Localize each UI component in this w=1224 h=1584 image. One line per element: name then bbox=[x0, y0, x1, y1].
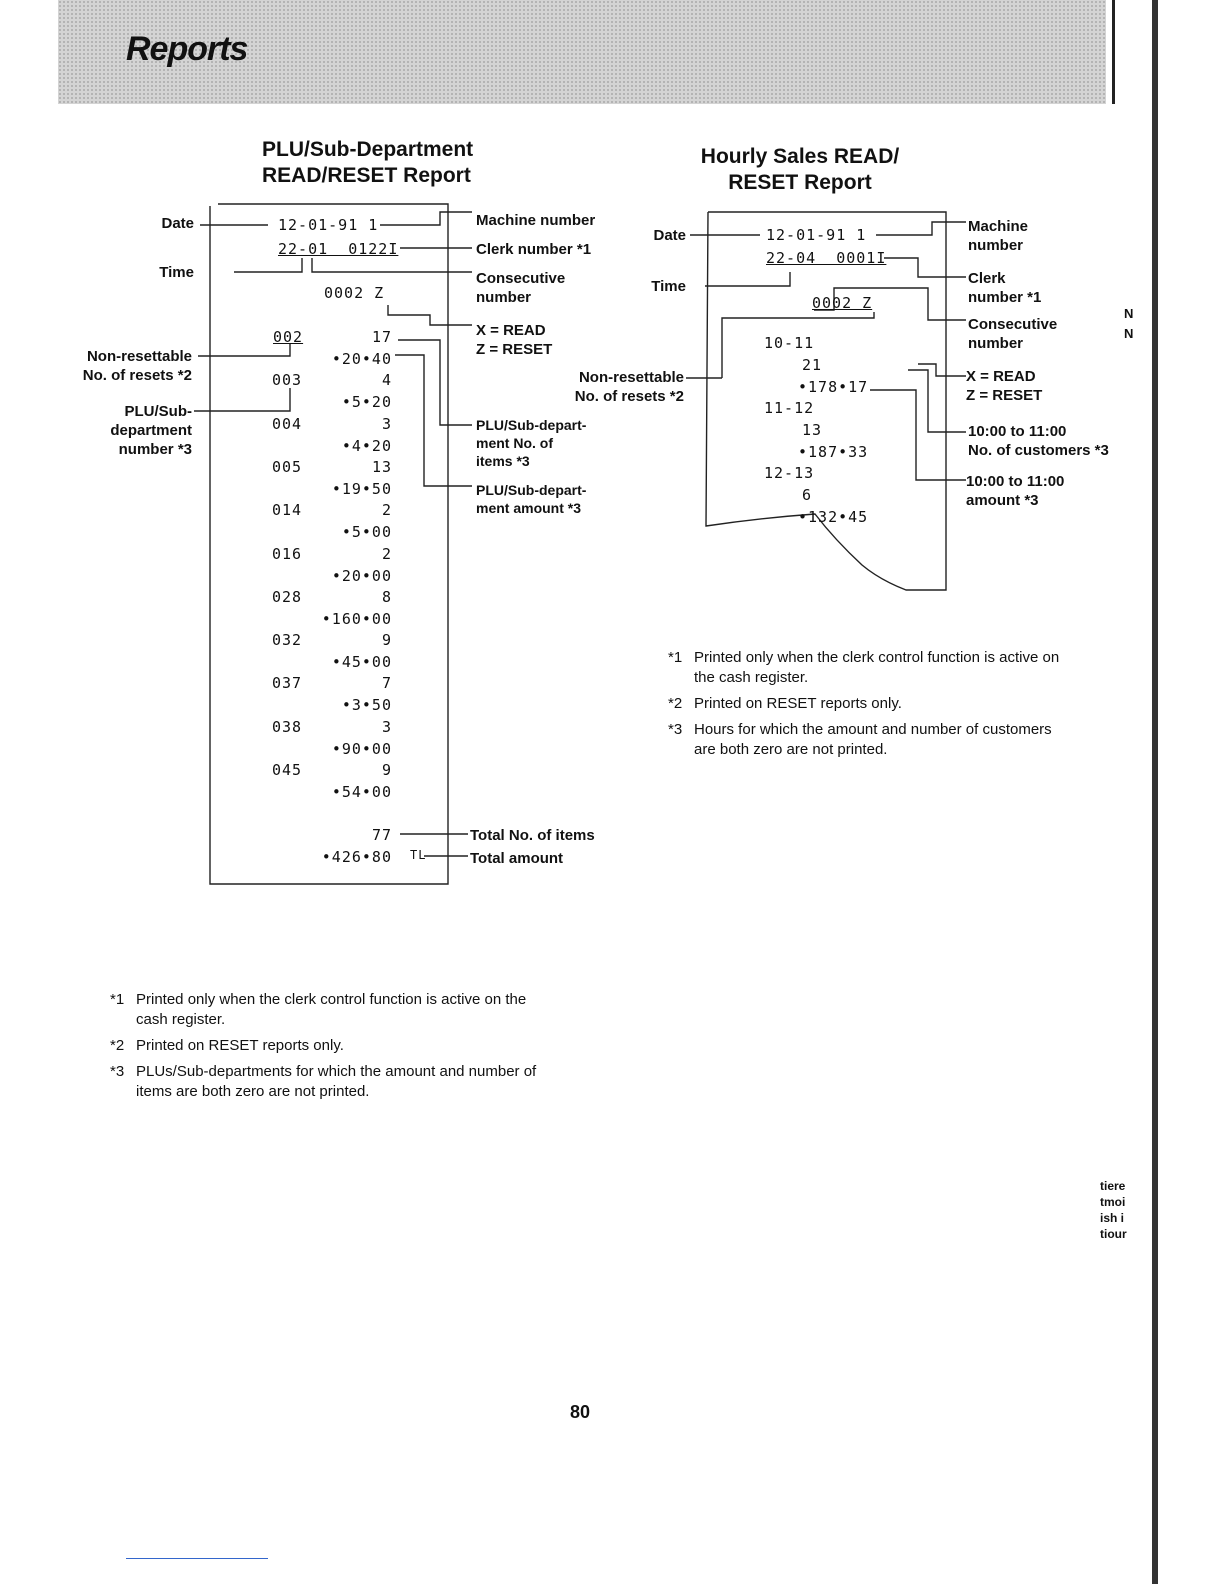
right-label-consecutive: Consecutive number bbox=[968, 316, 1058, 352]
label-consecutive-number: Consecutive number bbox=[476, 270, 566, 306]
label-amount: PLU/Sub-depart- ment amount *3 bbox=[476, 482, 587, 516]
receipt-item-amount: •20•00 bbox=[331, 566, 392, 585]
hourly-range: 11-12 bbox=[764, 399, 815, 417]
right-footnote-2: *2 Printed on RESET reports only. bbox=[668, 695, 902, 712]
label-non-resettable: Non-resettable No. of resets *2 bbox=[82, 348, 192, 384]
receipt-total-qty: 77 bbox=[371, 826, 392, 844]
footnote-2: *2 Printed on RESET reports only. bbox=[110, 1037, 344, 1054]
label-machine-number: Machine number bbox=[476, 212, 596, 229]
receipt-item-number: 032 bbox=[272, 631, 303, 650]
footnote-3: *3 PLUs/Sub-departments for which the amount and number of items are both zero are not printed. bbox=[110, 1063, 537, 1100]
receipt-total-amount: •426•80 bbox=[321, 848, 392, 866]
receipt-item-amount: •160•00 bbox=[321, 609, 392, 628]
receipt-item-amount: •90•00 bbox=[331, 739, 392, 758]
receipt-item-qty: 9 bbox=[381, 761, 392, 779]
hourly-amount: •132•45 bbox=[798, 508, 869, 526]
hourly-amount: •187•33 bbox=[798, 443, 869, 461]
margin-fragments: tiere tmoi ish i tiour bbox=[1100, 1179, 1127, 1241]
hourly-customers: 13 bbox=[802, 421, 823, 439]
link-rule bbox=[126, 1558, 268, 1559]
right-receipt-consecutive: 0002 Z bbox=[812, 294, 873, 312]
label-total-items: Total No. of items bbox=[470, 827, 595, 844]
receipt-item-amount: •20•40 bbox=[331, 350, 392, 368]
right-footnotes bbox=[668, 648, 1068, 760]
right-label-machine: Machine number bbox=[968, 218, 1029, 254]
label-items: PLU/Sub-depart- ment No. of items *3 bbox=[476, 417, 587, 469]
right-label-non-resettable: Non-resettable No. of resets *2 bbox=[574, 369, 684, 405]
label-total-amount: Total amount bbox=[470, 850, 564, 867]
left-report-title: PLU/Sub-Department READ/RESET Report bbox=[262, 138, 474, 187]
receipt-item-qty: 9 bbox=[381, 631, 392, 650]
receipt-time-clerk: 22-01 0122I bbox=[278, 240, 399, 258]
label-date: Date bbox=[161, 215, 194, 232]
receipt-item-qty: 2 bbox=[381, 544, 392, 563]
receipt-consecutive: 0002 Z bbox=[324, 284, 385, 302]
receipt-item-number: 028 bbox=[272, 587, 303, 606]
hourly-range: 12-13 bbox=[764, 464, 815, 482]
right-label-time: Time bbox=[651, 278, 686, 295]
right-footnote-3: *3 Hours for which the amount and number of customers are both zero are not printed. bbox=[668, 721, 1052, 758]
margin-fragment: N bbox=[1124, 306, 1134, 321]
receipt-item-number: 038 bbox=[272, 717, 303, 736]
receipt-item-number: 045 bbox=[272, 761, 303, 779]
receipt-item-number: 005 bbox=[272, 457, 303, 476]
receipt-item-qty: 3 bbox=[381, 414, 392, 433]
right-label-clerk: Clerk number *1 bbox=[968, 270, 1042, 306]
label-read-reset: X = READ Z = RESET bbox=[476, 322, 553, 358]
receipt-resets: 002 bbox=[273, 328, 304, 346]
left-footnotes bbox=[110, 990, 550, 1102]
right-label-hour-amount: 10:00 to 11:00 amount *3 bbox=[966, 473, 1065, 509]
receipt-item-amount: •54•00 bbox=[331, 783, 392, 801]
hourly-range: 10-11 bbox=[764, 334, 815, 352]
right-footnote-1: *1 Printed only when the clerk control function is active on the cash register. bbox=[668, 649, 1060, 686]
receipt-item-qty: 7 bbox=[381, 674, 392, 693]
label-plu-number: PLU/Sub- department number *3 bbox=[110, 403, 192, 458]
page-title: Reports bbox=[126, 30, 248, 68]
page-number: 80 bbox=[570, 1402, 591, 1422]
receipt-item-qty: 8 bbox=[381, 587, 392, 606]
right-receipt-time-clerk: 22-04 0001I bbox=[766, 249, 887, 267]
receipt-item-amount: •19•50 bbox=[331, 479, 392, 498]
receipt-item-number: 016 bbox=[272, 544, 303, 563]
receipt-item-number: 037 bbox=[272, 674, 303, 693]
receipt-item-number: 014 bbox=[272, 501, 303, 520]
receipt-item-amount: •45•00 bbox=[331, 653, 392, 672]
receipt-item-amount: •3•50 bbox=[341, 696, 392, 715]
right-label-customers: 10:00 to 11:00 No. of customers *3 bbox=[968, 423, 1109, 459]
receipt-item-number: 004 bbox=[272, 414, 303, 433]
label-time: Time bbox=[159, 264, 194, 281]
label-clerk-number: Clerk number *1 bbox=[476, 241, 592, 258]
receipt-item-qty: 4 bbox=[381, 371, 392, 390]
right-label-read-reset: X = READ Z = RESET bbox=[966, 368, 1043, 404]
footnote-1: *1 Printed only when the clerk control function is active on the cash register. bbox=[110, 991, 527, 1028]
margin-fragment: N bbox=[1124, 326, 1134, 341]
hourly-customers: 6 bbox=[802, 486, 813, 504]
receipt-date: 12-01-91 1 bbox=[278, 216, 379, 234]
hourly-amount: •178•17 bbox=[798, 378, 869, 396]
receipt-item-amount: •4•20 bbox=[341, 436, 392, 455]
hourly-customers: 21 bbox=[802, 356, 823, 374]
receipt-item-qty: 17 bbox=[371, 328, 392, 346]
right-receipt-date: 12-01-91 1 bbox=[766, 226, 867, 244]
receipt-item-qty: 13 bbox=[371, 457, 392, 476]
right-report-title: Hourly Sales READ/ RESET Report bbox=[700, 145, 900, 194]
receipt-total-mark: TL bbox=[410, 848, 427, 862]
receipt-item-amount: •5•00 bbox=[341, 523, 392, 542]
receipt-item-qty: 2 bbox=[381, 501, 392, 520]
receipt-item-amount: •5•20 bbox=[341, 393, 392, 412]
receipt-item-number: 003 bbox=[272, 371, 303, 390]
receipt-item-qty: 3 bbox=[381, 717, 392, 736]
right-label-date: Date bbox=[653, 227, 686, 244]
